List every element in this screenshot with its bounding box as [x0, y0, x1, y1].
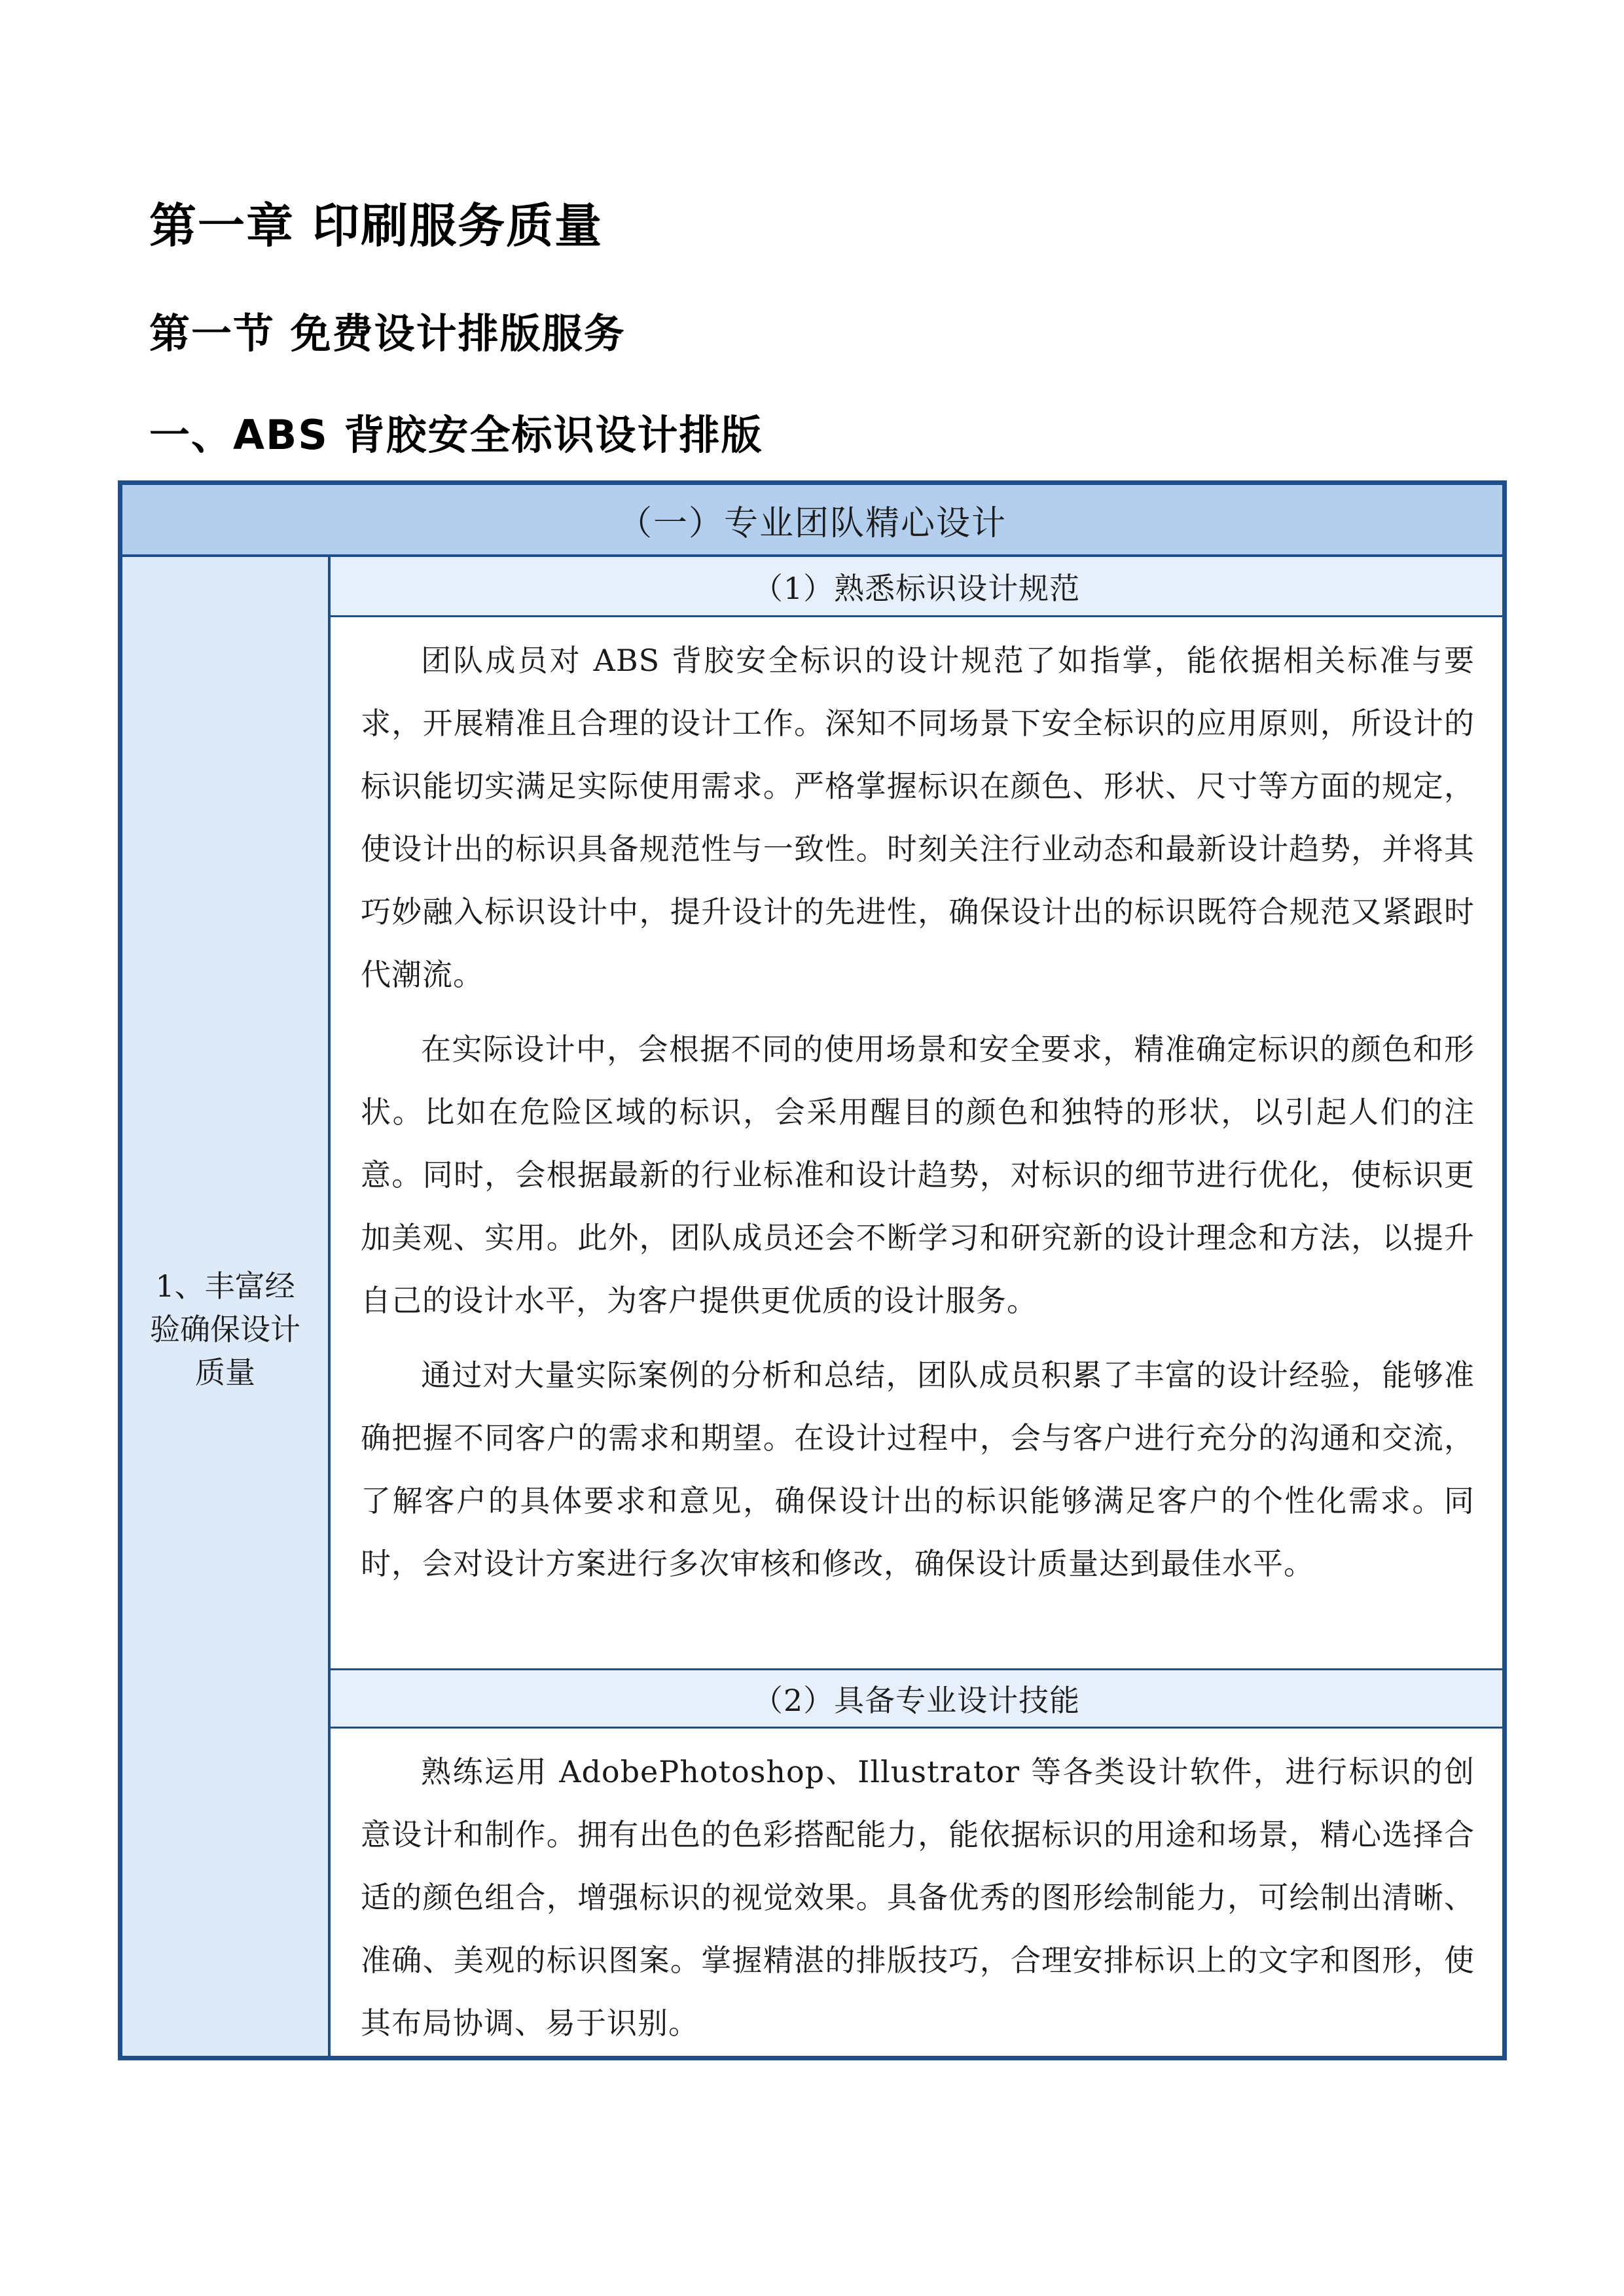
row-label-cell [122, 557, 331, 2056]
subsection-heading-1: （1）熟悉标识设计规范 [331, 557, 1502, 617]
subsection-heading-2: （2）具备专业设计技能 [331, 1668, 1502, 1729]
subsection-body-2 [331, 1729, 1502, 2066]
section-heading: 第一节 免费设计排版服务 [149, 310, 626, 357]
paragraph: 在实际设计中，会根据不同的使用场景和安全要求，精准确定标识的颜色和形状。比如在危险区域的标识，会采用醒目的颜色和独特的形状，以引起人们的注意。同时，会根据最新的行业标准和设计趋势，对标识的细节进行优化，使标识更加美观、实用。此外，团队成员还会不断学习和研究新的设计理念和方法，以提升自己的设计水平，为客户提供更优质的设计服务。 [361, 1031, 1475, 1318]
subsection-body-1 [331, 617, 1502, 1607]
paragraph: 通过对大量实际案例的分析和总结，团队成员积累了丰富的设计经验，能够准确把握不同客户的需求和期望。在设计过程中，会与客户进行充分的沟通和交流，了解客户的具体要求和意见，确保设计出的标识能够满足客户的个性化需求。同时，会对设计方案进行多次审核和修改，确保设计质量达到最佳水平。 [361, 1357, 1475, 1581]
chapter-heading: 第一章 印刷服务质量 [149, 198, 604, 253]
item-heading: 一、ABS 背胶安全标识设计排版 [149, 411, 763, 459]
paragraph: 熟练运用 AdobePhotoshop、Illustrator 等各类设计软件，进行标识的创意设计和制作。拥有出色的色彩搭配能力，能依据标识的用途和场景，精心选择合适的颜色组合，增强标识的视觉效果。具备优秀的图形绘制能力，可绘制出清晰、准确、美观的标识图案。掌握精湛的排版技巧，合理安排标识上的文字和图形，使其布局协调、易于识别。 [361, 1754, 1475, 2041]
row-label: 1、丰富经验确保设计质量 [150, 1268, 300, 1390]
table-title: （一）专业团队精心设计 [122, 485, 1502, 557]
paragraph: 团队成员对 ABS 背胶安全标识的设计规范了如指掌，能依据相关标准与要求，开展精准且合理的设计工作。深知不同场景下安全标识的应用原则，所设计的标识能切实满足实际使用需求。严格掌握标识在颜色、形状、尺寸等方面的规定，使设计出的标识具备规范性与一致性。时刻关注行业动态和最新设计趋势，并将其巧妙融入标识设计中，提升设计的先进性，确保设计出的标识既符合规范又紧跟时代潮流。 [361, 643, 1475, 992]
content-table [118, 480, 1507, 2060]
